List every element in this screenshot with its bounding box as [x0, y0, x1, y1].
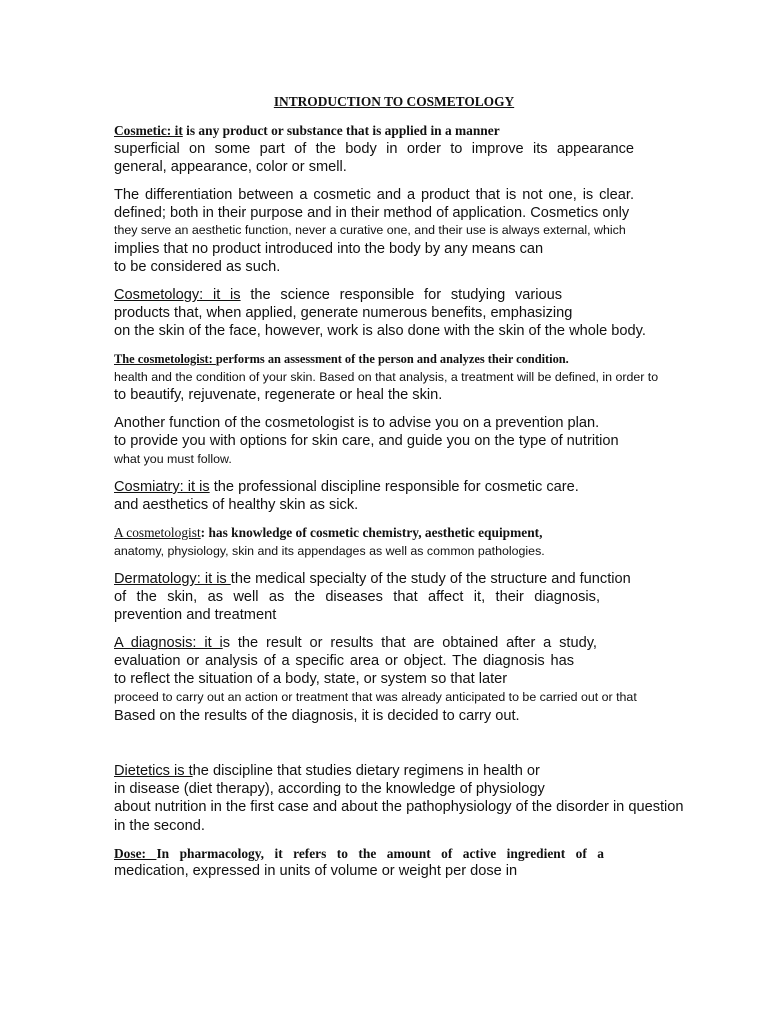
cosmetic-text: is any product or substance that is applied in a manner	[182, 123, 500, 138]
dietetics-line-2: in disease (diet therapy), according to the knowledge of physiology	[114, 781, 545, 797]
dermatology-line-2: of the skin, as well as the diseases that affect it, their diagnosis,	[114, 589, 600, 605]
differentiation-line-2: defined; both in their purpose and in their method of application. Cosmetics only	[114, 205, 630, 221]
the-cosmetologist-line-2: health and the condition of your skin. Based on that analysis, a treatment will be defined, in order to	[114, 370, 659, 384]
a-cosmetologist-term: A cosmetologist	[114, 525, 201, 540]
diagnosis-line-5: Based on the results of the diagnosis, it is decided to carry out.	[114, 708, 520, 724]
cosmetic-line-2: superficial on some part of the body in order to improve its appearance	[114, 141, 634, 157]
cosmiatry-term: Cosmiatry: it is	[114, 479, 210, 495]
differentiation-line-5: to be considered as such.	[114, 259, 281, 275]
the-cosmetologist-line-1	[114, 350, 569, 368]
dose-term: Dose:	[114, 846, 157, 861]
function-line-1: Another function of the cosmetologist is to advise you on a prevention plan.	[114, 415, 600, 431]
differentiation-line-3: they serve an aesthetic function, never a curative one, and their use is always external, which	[114, 223, 626, 237]
dose-line-2: medication, expressed in units of volume or weight per dose in	[114, 863, 518, 879]
dietetics-line-3: about nutrition in the first case and about the pathophysiology of the disorder in question	[114, 799, 684, 815]
dietetics-line-4: in the second.	[114, 818, 205, 834]
differentiation-line-1: The differentiation between a cosmetic and a product that is not one, is clear.	[114, 187, 634, 203]
cosmiatry-line-1	[114, 478, 579, 496]
dietetics-line-1	[114, 762, 540, 780]
function-line-2: to provide you with options for skin care, and guide you on the type of nutrition	[114, 433, 619, 449]
a-cosmetologist-text: : has knowledge of cosmetic chemistry, aesthetic equipment,	[200, 525, 543, 540]
function-line-3: what you must follow.	[114, 452, 232, 466]
diagnosis-line-2: evaluation or analysis of a specific area or object. The diagnosis has	[114, 653, 574, 669]
a-cosmetologist-line-2: anatomy, physiology, skin and its appendages as well as common pathologies.	[114, 544, 545, 558]
cosmetology-text: the science responsible for studying various	[240, 287, 563, 303]
cosmetic-line-3: general, appearance, color or smell.	[114, 159, 347, 175]
diagnosis-term: A diagnosis: it i	[114, 635, 223, 651]
dose-line-1	[114, 845, 604, 863]
dermatology-term: Dermatology: it is	[114, 571, 231, 587]
the-cosmetologist-text: performs an assessment of the person and analyzes their condition.	[215, 352, 569, 366]
a-cosmetologist-line-1	[114, 524, 542, 542]
diagnosis-line-1	[114, 634, 597, 652]
cosmetology-term: Cosmetology: it is	[114, 287, 241, 303]
dietetics-text: he discipline that studies dietary regimens in health or	[192, 763, 540, 779]
diagnosis-text: s the result or results that are obtained after a study,	[222, 635, 597, 651]
dose-text: In pharmacology, it refers to the amount of active ingredient of a	[156, 846, 604, 861]
cosmetology-line-2: products that, when applied, generate numerous benefits, emphasizing	[114, 305, 573, 321]
dermatology-line-3: prevention and treatment	[114, 607, 277, 623]
cosmetic-term: Cosmetic: it	[114, 123, 183, 138]
cosmetology-line-1	[114, 286, 562, 304]
differentiation-line-4: implies that no product introduced into the body by any means can	[114, 241, 544, 257]
the-cosmetologist-term: The cosmetologist:	[114, 352, 216, 366]
cosmetology-line-3: on the skin of the face, however, work is also done with the skin of the whole body.	[114, 323, 646, 339]
dietetics-term: Dietetics is t	[114, 763, 193, 779]
page-title: INTRODUCTION TO COSMETOLOGY	[273, 94, 515, 109]
cosmiatry-line-2: and aesthetics of healthy skin as sick.	[114, 497, 359, 513]
cosmiatry-text: the professional discipline responsible for cosmetic care.	[209, 479, 579, 495]
the-cosmetologist-line-3: to beautify, rejuvenate, regenerate or heal the skin.	[114, 387, 443, 403]
diagnosis-line-4: proceed to carry out an action or treatment that was already anticipated to be carried out or that	[114, 690, 637, 704]
dermatology-text: the medical specialty of the study of the structure and function	[230, 571, 631, 587]
cosmetic-line-1	[114, 122, 500, 140]
diagnosis-line-3: to reflect the situation of a body, state, or system so that later	[114, 671, 508, 687]
dermatology-line-1	[114, 570, 631, 588]
